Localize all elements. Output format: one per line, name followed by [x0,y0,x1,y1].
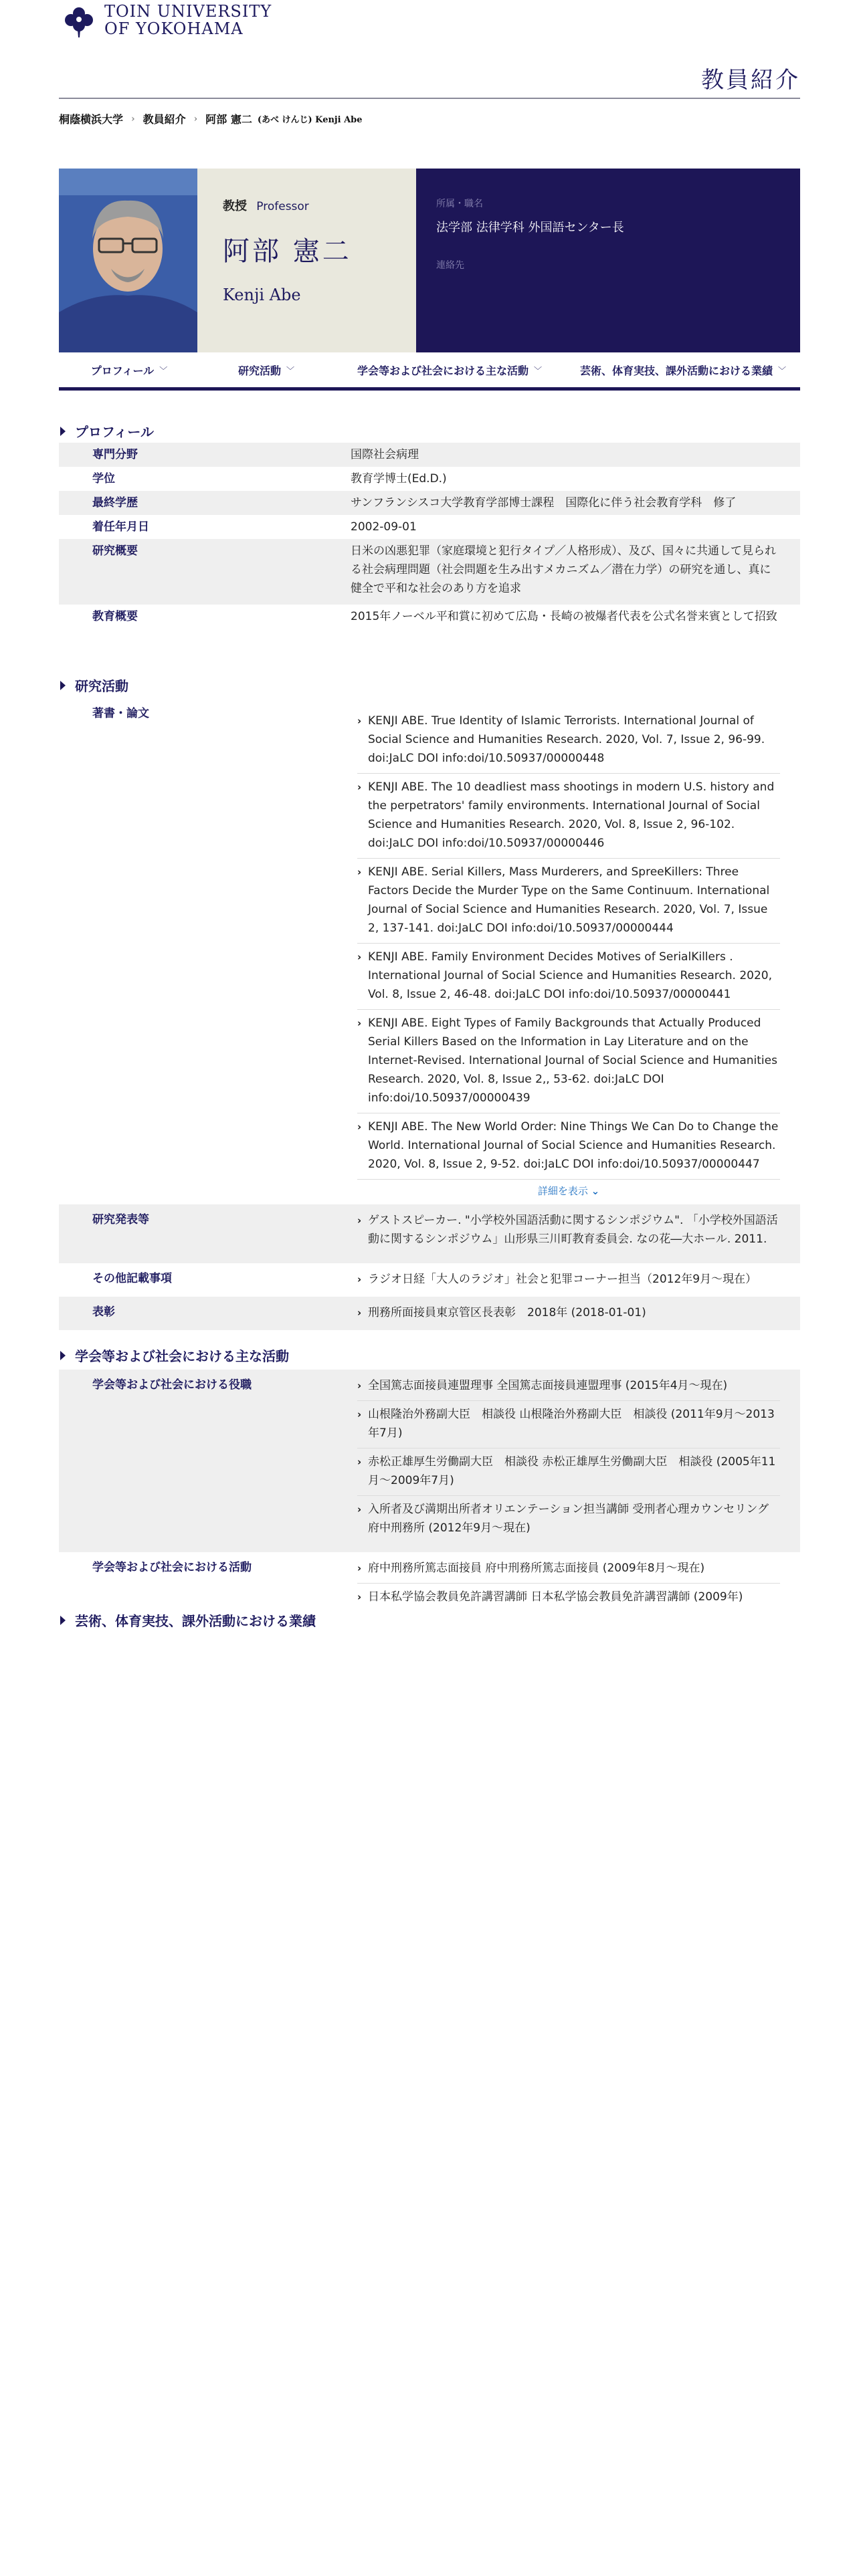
chevron-right-icon: › [357,1307,362,1319]
logo-line-1: TOIN UNIVERSITY [104,2,272,21]
list-item: › KENJI ABE. Family Environment Decides Motives of SerialKillers . International Journal of Social Science and Humanities Research. 2020, Vol. 8, Issue 2, 46-48. doi:JaLC DOI info:doi/10.50937/00000441 [357,944,780,1010]
profile-photo [59,169,197,352]
section-tabs [59,353,800,391]
table-row [59,1263,800,1297]
chevron-right-icon: › [131,113,135,124]
chevron-right-icon: › [357,1562,362,1574]
table-row [59,1370,800,1552]
chevron-down-icon: ﹀ [778,366,787,375]
caret-right-icon [60,1351,66,1360]
roles-list [357,1370,800,1552]
profile-section-title: プロフィール [60,421,154,441]
profile-card [59,169,800,352]
tab-arts[interactable] [566,353,800,387]
chevron-right-icon: › [193,113,198,124]
affiliation-value: 法学部 法律学科 外国語センター長 [436,221,624,235]
tab-label: 芸術、体育実技、課外活動における業績 [579,364,773,377]
row-label: 研究概要 [92,544,138,558]
chevron-right-icon: › [357,866,362,878]
breadcrumb-current: 阿部 憲二 [205,113,252,126]
row-value: 教育学博士(Ed.D.) [351,472,447,486]
breadcrumb-current-reading: (あべ けんじ) Kenji Abe [257,115,363,125]
row-label: 学位 [92,472,115,486]
row-label: 研究発表等 [92,1213,149,1226]
presentations-list [357,1204,800,1263]
show-more-button[interactable]: 詳細を表示 ⌄ [537,1185,600,1197]
chevron-right-icon: › [357,1408,362,1420]
list-item: › 山根隆治外務副大臣 相談役 山根隆治外務副大臣 相談役 (2011年9月〜2013年7月) [357,1401,780,1448]
chevron-right-icon: › [357,951,362,963]
list-item: › KENJI ABE. True Identity of Islamic Terrorists. International Journal of Social Science and Humanities Research. 2020, Vol. 7, Issue 2, 96-99. doi:JaLC DOI info:doi/10.50937/00000448 [357,708,780,774]
tab-label: 学会等および社会における主な活動 [357,364,529,377]
row-value: サンフランシスコ大学教育学部博士課程 国際化に伴う社会教育学科 修了 [351,496,737,510]
row-value: 国際社会病理 [351,448,419,461]
chevron-right-icon: › [357,1380,362,1392]
chevron-right-icon: › [357,1503,362,1515]
chevron-right-icon: › [357,1121,362,1133]
arts-section-title: 芸術、体育実技、課外活動における業績 [60,1610,316,1630]
table-row [59,1297,800,1330]
caret-right-icon [60,681,66,690]
affiliation-label: 所属・職名 [436,199,483,209]
row-label: その他記載事項 [92,1272,172,1285]
chevron-down-icon: ⌄ [591,1185,600,1197]
tab-research[interactable] [199,353,333,387]
list-item: › 赤松正雄厚生労働副大臣 相談役 赤松正雄厚生労働副大臣 相談役 (2005年11月〜2009年7月) [357,1448,780,1496]
table-row [59,701,800,1204]
list-item: › 日本私学協会教員免許講習講師 日本私学協会教員免許講習講師 (2009年) [357,1584,780,1612]
affiliation-box [416,169,800,352]
contact-label: 連絡先 [436,260,464,271]
list-item: › ラジオ日経「大人のラジオ」社会と犯罪コーナー担当（2012年9月〜現在） [357,1266,780,1294]
table-row [59,443,800,467]
chevron-right-icon: › [357,1017,362,1029]
breadcrumb [59,111,363,126]
chevron-right-icon: › [357,1273,362,1285]
table-row [59,515,800,539]
list-item: › ゲストスピーカー. "小学校外国語活動に関するシンポジウム". 「小学校外国語活動に関するシンポジウム」山形県三川町教育委員会. なの花―大ホール. 2011. [357,1207,780,1254]
row-value: 2015年ノーベル平和賞に初めて広島・長崎の被爆者代表を公式名誉来賓として招致 [351,610,777,623]
chevron-right-icon: › [357,715,362,727]
chevron-down-icon: ﹀ [159,366,168,375]
list-item: › 府中刑務所篤志面接員 府中刑務所篤志面接員 (2009年8月〜現在) [357,1555,780,1584]
list-item: › 刑務所面接員東京管区長表彰 2018年 (2018-01-01) [357,1299,780,1327]
logo-line-2: OF YOKOHAMA [104,19,244,38]
row-label: 学会等および社会における活動 [92,1561,252,1574]
list-item: › KENJI ABE. Serial Killers, Mass Murderers, and SpreeKillers: Three Factors Decide the Murder Type on the Same Continuum. International Journal of Social Science and Humanities Research. 2020, Vol. 7, Issue 2, 137-141. doi:JaLC DOI info:doi/10.50937/00000444 [357,859,780,944]
row-label: 教育概要 [92,610,138,623]
row-label: 著書・論文 [92,707,149,720]
breadcrumb-home-link[interactable]: 桐蔭横浜大学 [59,113,124,126]
table-row [59,491,800,515]
name-english: Kenji Abe [223,286,301,304]
chevron-down-icon: ﹀ [286,366,295,375]
list-item: › KENJI ABE. The New World Order: Nine Things We Can Do to Change the World. International Journal of Social Science and Humanities Research. 2020, Vol. 8, Issue 2, 9-52. doi:JaLC DOI info:doi/10.50937/00000447 [357,1113,780,1180]
table-row [59,539,800,605]
table-row [59,467,800,491]
list-item: › 入所者及び満期出所者オリエンテーション担当講師 受刑者心理カウンセリング 府中刑務所 (2012年9月〜現在) [357,1496,780,1543]
row-label: 最終学歴 [92,496,138,510]
table-row [59,1204,800,1263]
rank [223,197,416,214]
list-item: › KENJI ABE. The 10 deadliest mass shootings in modern U.S. history and the perpetrators' family environments. International Journal of Social Science and Humanities Research. 2020, Vol. 8, Issue 2, 96-102. doi:JaLC DOI info:doi/10.50937/00000446 [357,774,780,859]
research-table [59,701,800,1330]
table-row [59,1552,800,1614]
rank-en: Professor [256,200,309,213]
name-japanese: 阿部 憲二 [223,236,352,267]
chevron-right-icon: › [357,781,362,793]
row-label: 学会等および社会における役職 [92,1378,252,1392]
tab-profile[interactable] [59,353,199,387]
rank-ja: 教授 [223,199,247,213]
chevron-right-icon: › [357,1456,362,1468]
chevron-down-icon: ﹀ [534,366,543,375]
row-label: 着任年月日 [92,520,149,534]
chevron-right-icon: › [357,1591,362,1603]
list-item: › KENJI ABE. Eight Types of Family Backgrounds that Actually Produced Serial Killers Based on the Information in Lay Literature and on the Internet-Revised. International Journal of Social Science and Humanities Research. 2020, Vol. 8, Issue 2,, 53-62. doi:JaLC DOI info:doi/10.50937/00000439 [357,1010,780,1113]
header-divider [59,98,800,99]
row-value: 2002-09-01 [351,520,417,534]
name-box [197,169,416,352]
tab-society[interactable] [333,353,566,387]
research-section-title: 研究活動 [60,675,128,695]
caret-right-icon [60,427,66,436]
chevron-right-icon: › [357,1214,362,1226]
row-value: 日米の凶悪犯罪（家庭環境と犯行タイプ／人格形成）、及び、国々に共通して見られる社会病理問題（社会問題を生み出すメカニズム／潜在力学）の研究を通し、真に健全で平和な社会のあり方を追求 [351,544,776,595]
papers-list [357,701,800,1204]
caret-right-icon [60,1616,66,1625]
other-list [357,1263,800,1297]
list-item: › 全国篤志面接員連盟理事 全国篤志面接員連盟理事 (2015年4月〜現在) [357,1372,780,1401]
university-logo[interactable] [60,0,272,40]
university-emblem-icon [60,1,98,39]
society-table [59,1370,800,1614]
tab-label: 研究活動 [237,364,281,377]
tab-label: プロフィール [90,364,155,377]
portrait-image [59,169,197,352]
awards-list [357,1297,800,1330]
society-section-title: 学会等および社会における主な活動 [60,1346,289,1365]
row-label: 表彰 [92,1305,115,1319]
row-label: 専門分野 [92,448,138,461]
table-row [59,605,800,629]
page-title: 教員紹介 [701,67,800,94]
breadcrumb-section-link[interactable]: 教員紹介 [142,113,186,126]
activities-list [357,1552,800,1614]
profile-table [59,443,800,629]
